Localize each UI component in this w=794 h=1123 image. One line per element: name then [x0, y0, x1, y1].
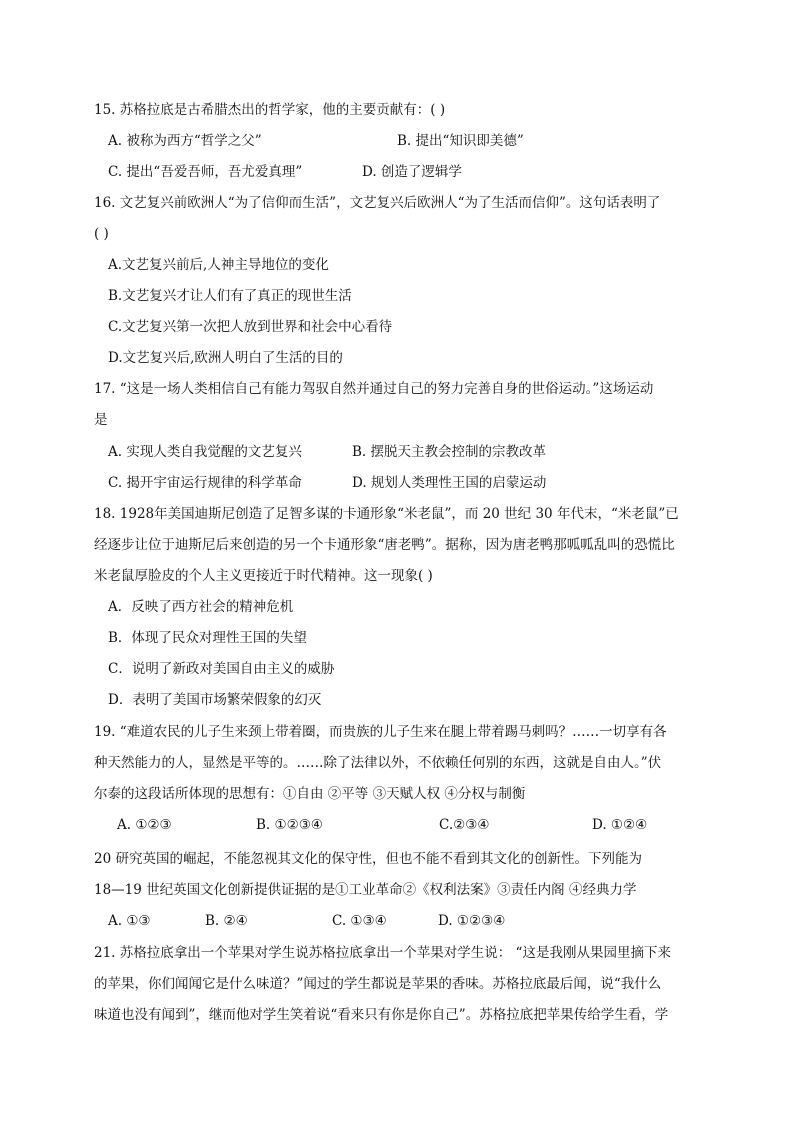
question-18-option-b: B．体现了民众对理性王国的失望	[108, 630, 307, 646]
question-17-option-a: A. 实现人类自我觉醒的文艺复兴	[108, 444, 302, 460]
question-20-stem-line-1: 20 研究英国的崛起，不能忽视其文化的保守性，但也不能不看到其文化的创新性。下列能为	[94, 851, 642, 867]
question-19-option-d: D. ①②④	[592, 817, 648, 833]
question-16-option-b: B.文艺复兴才让人们有了真正的现世生活	[108, 288, 352, 304]
question-19-stem-line-3: 尔泰的这段话所体现的思想有：①自由 ②平等 ③天赋人权 ④分权与制衡	[94, 786, 526, 802]
question-15-option-d: D. 创造了逻辑学	[362, 164, 462, 180]
question-21-stem-line-1: 21. 苏格拉底拿出一个苹果对学生说苏格拉底拿出一个苹果对学生说： “这是我刚从果园里摘下来	[94, 945, 671, 961]
question-15-option-c: C. 提出“吾爱吾师，吾尤爱真理”	[108, 164, 303, 180]
question-19-option-c: C.②③④	[439, 817, 490, 833]
question-21-stem-line-3: 味道也没有闻到”，继而他对学生笑着说“看来只有你是你自己”。苏格拉底把苹果传给学生看，学	[94, 1007, 669, 1023]
question-17-option-c: C. 揭开宇宙运行规律的科学革命	[108, 475, 302, 491]
question-15-option-a: A. 被称为西方“哲学之父”	[108, 133, 262, 149]
question-17-option-b: B. 摆脱天主教会控制的宗教改革	[352, 444, 547, 460]
question-16-stem-line-1: 16. 文艺复兴前欧洲人“为了信仰而生活”，文艺复兴后欧洲人“为了生活而信仰”。这句话表明了	[94, 195, 661, 211]
question-17-option-d: D. 规划人类理性王国的启蒙运动	[352, 475, 547, 491]
question-19-stem-line-2: 种天然能力的人，显然是平等的。……除了法律以外，不依赖任何别的东西，这就是自由人。”伏	[94, 755, 662, 771]
question-19-option-a: A. ①②③	[117, 817, 172, 833]
question-19-option-b: B. ①②③④	[256, 817, 323, 833]
question-19-stem-line-1: 19. “难道农民的儿子生来颈上带着圈，而贵族的儿子生来在腿上带着踢马刺吗？……一切享有各	[94, 724, 667, 740]
question-18-stem-line-1: 18. 1928年美国迪斯尼创造了足智多谋的卡通形象“米老鼠”，而 20 世纪 30 年代末，“米老鼠”已	[94, 506, 679, 522]
question-20-stem-line-2: 18—19 世纪英国文化创新提供证据的是①工业革命②《权利法案》③责任内阁 ④经典力学	[94, 882, 637, 898]
question-21-stem-line-2: 的苹果，你们闻闻它是什么味道？”闻过的学生都说是苹果的香味。苏格拉底最后闻，说“我什么	[94, 976, 662, 992]
question-15-option-b: B. 提出“知识即美德”	[397, 133, 524, 149]
question-17-stem-line-2: 是	[94, 412, 108, 428]
question-20-option-b: B. ②④	[205, 913, 248, 929]
question-17-stem-line-1: 17. “这是一场人类相信自己有能力驾驭自然并通过自己的努力完善自身的世俗运动。”这场运动	[94, 381, 654, 397]
question-16-option-d: D.文艺复兴后,欧洲人明白了生活的目的	[108, 350, 343, 366]
question-18-option-a: A．反映了西方社会的精神危机	[108, 599, 294, 615]
question-18-stem-line-3: 米老鼠厚脸皮的个人主义更接近于时代精神。这一现象( )	[94, 568, 433, 584]
question-20-option-d: D. ①②③④	[438, 913, 506, 929]
question-18-option-c: C．说明了新政对美国自由主义的威胁	[108, 661, 335, 677]
question-18-stem-line-2: 经逐步让位于迪斯尼后来创造的另一个卡通形象“唐老鸭”。据称，因为唐老鸭那呱呱乱叫的恐慌比	[94, 537, 675, 553]
question-20-option-a: A. ①③	[108, 913, 151, 929]
question-16-option-a: A.文艺复兴前后,人神主导地位的变化	[108, 257, 329, 273]
question-16-stem-line-2: ( )	[94, 226, 109, 242]
question-16-option-c: C.文艺复兴第一次把人放到世界和社会中心看待	[108, 319, 393, 335]
question-20-option-c: C. ①③④	[332, 913, 387, 929]
question-18-option-d: D．表明了美国市场繁荣假象的幻灭	[108, 692, 322, 708]
question-15-stem: 15. 苏格拉底是古希腊杰出的哲学家，他的主要贡献有：( )	[94, 102, 446, 118]
